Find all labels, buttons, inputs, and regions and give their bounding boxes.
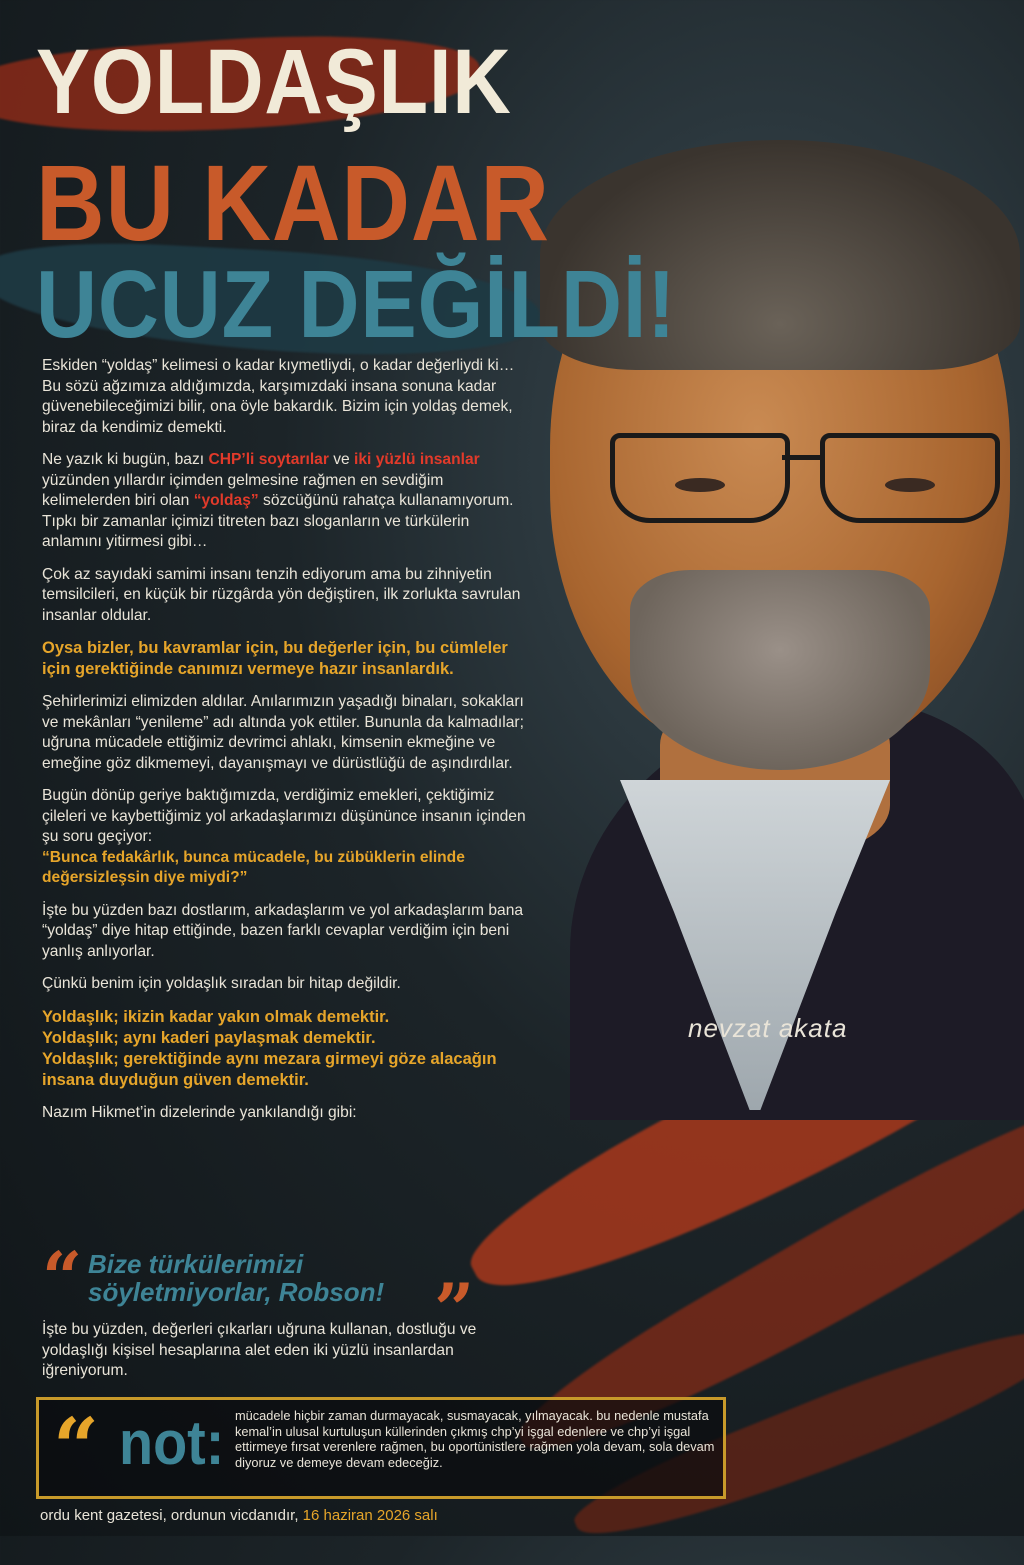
- paragraph-4-highlight: Oysa bizler, bu kavramlar için, bu değerler için, bu cümleler için gerektiğinde canımızı vermeye hazır insanlardık.: [42, 639, 508, 678]
- author-signature: nevzat akata: [688, 1013, 848, 1043]
- paragraph-9-highlight: Yoldaşlık; ikizin kadar yakın olmak demektir. Yoldaşlık; aynı kaderi paylaşmak demektir. Yoldaşlık; gerektiğinde aynı mezara girmeyi göze alacağın insana duyduğun güven demektir.: [42, 1007, 497, 1089]
- article-body: [42, 356, 532, 1135]
- paragraph-6: Bugün dönüp geriye baktığımızda, verdiğimiz emekleri, çektiğimiz çileleri ve kaybettiğimiz yol arkadaşlarımızı düşününce insanın içinden şu soru geçiyor: “Bunca fedakârlık, bunca mücadele, bu zübüklerin elinde değersizleşsin diye miydi?”: [42, 787, 526, 886]
- paragraph-7: İşte bu yüzden bazı dostlarım, arkadaşlarım ve yol arkadaşlarım bana “yoldaş” diye hitap ettiğinde, bazen farklı cevaplar verdiğim için beni yanlış anlıyorlar.: [42, 901, 524, 960]
- glasses: [600, 425, 1010, 525]
- note-label: not:: [119, 1409, 225, 1478]
- paragraph-3: Çok az sayıdaki samimi insanı tenzih ediyorum ama bu zihniyetin temsilcileri, en küçük bir rüzgârda yön değiştiren, ilk zorlukta savrulan insanlar oldular.: [42, 565, 521, 624]
- footer-text: ordu kent gazetesi, ordunun vicdanıdır,: [40, 1507, 303, 1524]
- note-box: [36, 1397, 726, 1499]
- paragraph-10: Nazım Hikmet’in dizelerinde yankılandığı gibi:: [42, 1103, 357, 1121]
- paragraph-11: İşte bu yüzden, değerleri çıkarları uğruna kullanan, dostluğu ve yoldaşlığı kişisel hesaplarına alet eden iki yüzlü insanlardan iğreniyorum.: [42, 1321, 477, 1379]
- close-quote-icon: ”: [434, 1268, 475, 1351]
- quote-line-1: Bize türkülerimizi: [88, 1249, 304, 1279]
- quote-line-2: söyletmiyorlar, Robson!: [88, 1277, 385, 1307]
- beard: [630, 570, 930, 770]
- paragraph-8: Çünkü benim için yoldaşlık sıradan bir hitap değildir.: [42, 975, 401, 992]
- footer: [40, 1507, 438, 1524]
- headline-line-2: BU KADAR: [36, 142, 550, 263]
- paragraph-5: Şehirlerimizi elimizden aldılar. Anılarımızın yaşadığı binaları, sokakları ve mekânları “yenileme” adı altında yok ettiler. Bununla da kalmadılar; uğruna mücadele ettiğimiz devrimci ahlakı, kimsenin ekmeğine ve emeğine göz dikmemeyi, dayanışmayı ve dürüstlüğü de aşındırdılar.: [42, 693, 524, 772]
- paragraph-2: Ne yazık ki bugün, bazı CHP’li soytarılar ve iki yüzlü insanlar yüzünden yıllardır içimden gelmesine rağmen en sevdiğim kelimelerden biri olan “yoldaş” sözcüğünü rahatça kullanamıyorum. Tıpkı bir zamanlar içimizi titreten bazı sloganların ve türkülerin anlamını yitirmesi gibi…: [42, 451, 514, 550]
- paragraph-1: Eskiden “yoldaş” kelimesi o kadar kıymetliydi, o kadar değerliydi ki… Bu sözü ağzımıza aldığımızda, karşımızdaki insana sonuna kadar güvenebileceğimizi bilir, ona öyle bakardık. Bizim için yoldaş demek, biraz da kendimiz demekti.: [42, 357, 515, 436]
- footer-date: 16 haziran 2026 salı: [302, 1507, 438, 1524]
- note-text: mücadele hiçbir zaman durmayacak, susmayacak, yılmayacak. bu nedenle mustafa kemal’in ulusal kurtuluşun küllerinden çıkmış chp’yi işgal edenlere ve chp’yi işgal ettirmeye fırsat verenlere rağmen, bu oportünistlere rağmen yola devam, sola devam diyoruz ve demeye devam edeceğiz.: [235, 1408, 715, 1470]
- open-quote-icon: “: [42, 1236, 83, 1319]
- note-quote-icon: “: [53, 1400, 100, 1494]
- headline-line-1: YOLDAŞLIK: [36, 31, 512, 133]
- headline-line-3: UCUZ DEĞİLDİ!: [36, 251, 677, 358]
